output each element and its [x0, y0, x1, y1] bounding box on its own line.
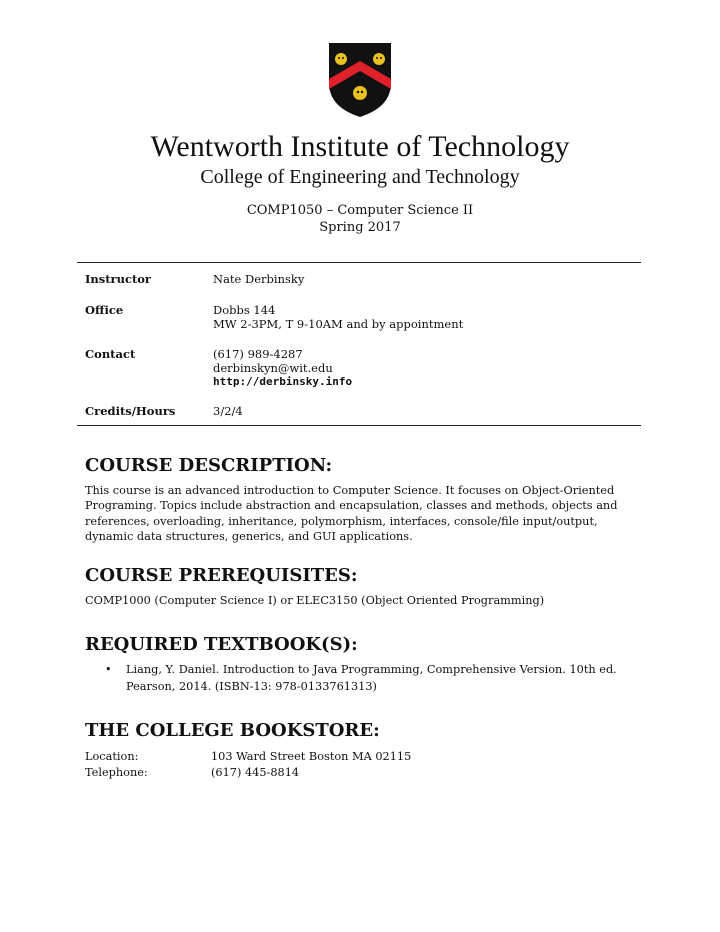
instructor-label: Instructor — [85, 272, 151, 286]
contact-label: Contact — [85, 347, 136, 361]
prerequisites-heading: COURSE PREREQUISITES: — [85, 565, 358, 586]
contact-url[interactable]: http://derbinsky.info — [213, 375, 353, 388]
college-subtitle: College of Engineering and Technology — [200, 166, 520, 188]
textbook-heading: REQUIRED TEXTBOOK(S): — [85, 634, 358, 655]
contact-phone: (617) 989-4287 — [213, 347, 303, 361]
bookstore-telephone-row — [85, 766, 300, 779]
description-heading: COURSE DESCRIPTION: — [85, 455, 333, 476]
description-text: This course is an advanced introduction to Computer Science. It focuses on Object-Oriented Programing. Topics include abstraction and encapsulation, classes and methods, objects and references, overloading, inheritance, polymorphism, interfaces, console/file input/output, dynamic data structures, generics, and GUI applications. — [85, 484, 618, 544]
bullet-icon: • — [105, 663, 112, 676]
prerequisites-text: COMP1000 (Computer Science I) or ELEC3150 (Object Oriented Programming) — [85, 594, 545, 607]
office-label: Office — [85, 303, 124, 317]
term: Spring 2017 — [319, 220, 401, 235]
bookstore-telephone-label: Telephone: — [85, 766, 148, 779]
bookstore-location-label: Location: — [85, 750, 139, 763]
contact-email[interactable]: derbinskyn@wit.edu — [213, 361, 333, 375]
credits-label: Credits/Hours — [85, 404, 176, 418]
wit-crest-icon — [327, 41, 393, 119]
office-hours: MW 2-3PM, T 9-10AM and by appointment — [213, 317, 464, 331]
bookstore-location-row — [85, 750, 412, 763]
bookstore-heading: THE COLLEGE BOOKSTORE: — [85, 720, 380, 741]
textbook-citation: Liang, Y. Daniel. Introduction to Java Programming, Comprehensive Version. 10th ed. Pearson, 2014. (ISBN-13: 978-0133761313) — [126, 663, 617, 693]
office-location: Dobbs 144 — [213, 303, 276, 317]
institution-title: Wentworth Institute of Technology — [150, 130, 570, 163]
course-info-table — [77, 262, 641, 426]
credits-value: 3/2/4 — [213, 404, 243, 418]
instructor-value: Nate Derbinsky — [213, 272, 305, 286]
course-title: COMP1050 – Computer Science II — [246, 203, 474, 218]
bookstore-telephone-value: (617) 445-8814 — [211, 766, 300, 779]
bookstore-location-value: 103 Ward Street Boston MA 02115 — [211, 750, 412, 763]
